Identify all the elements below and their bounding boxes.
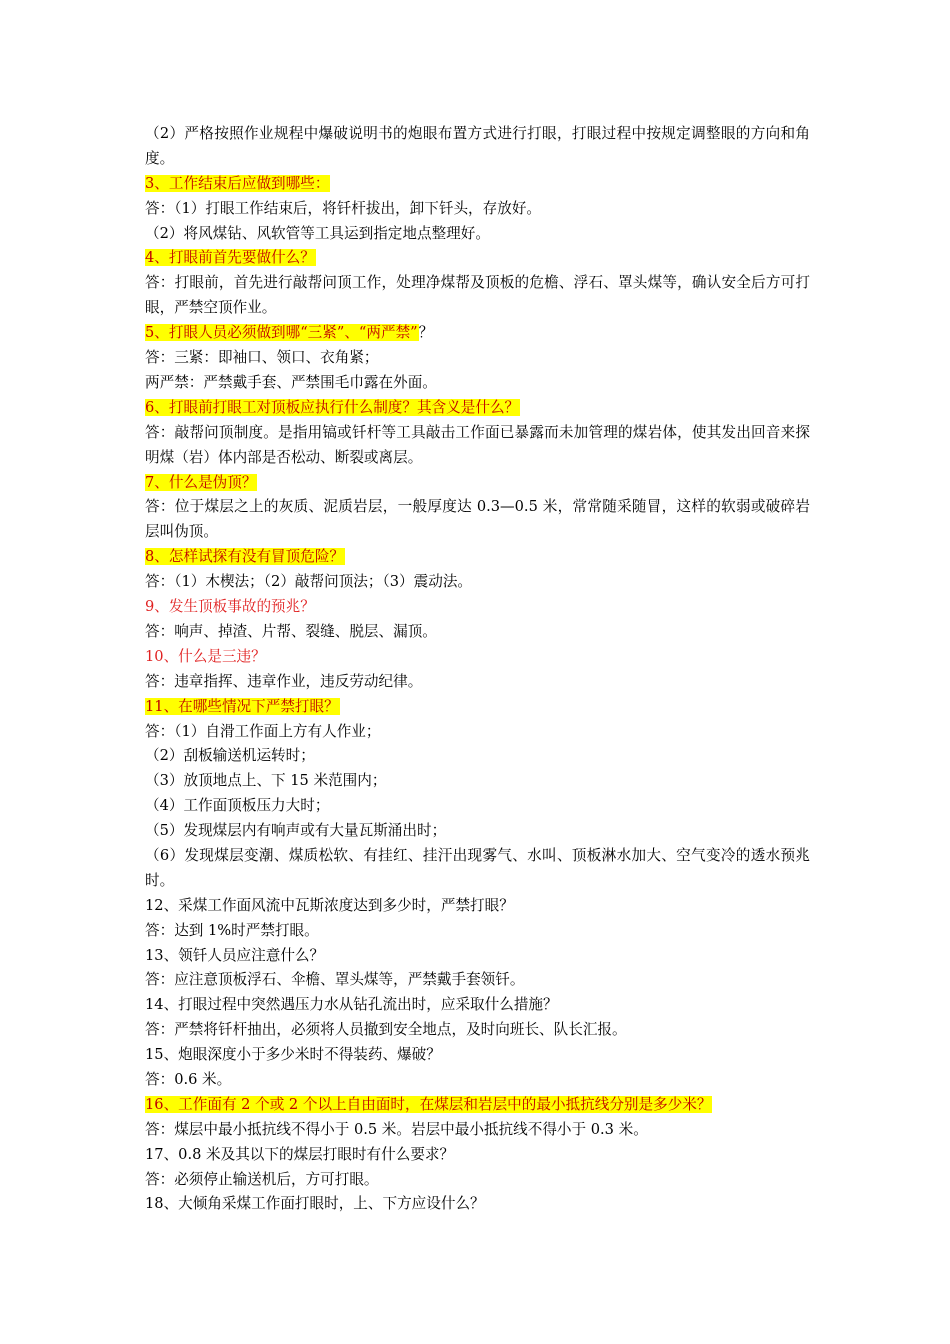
- text-line: [145, 1192, 810, 1217]
- line-text: 15、炮眼深度小于多少米时不得装药、爆破？: [145, 1046, 441, 1064]
- line-text: （2）将风煤钻、风软管等工具运到指定地点整理好。: [145, 224, 490, 242]
- text-line: [145, 197, 810, 222]
- highlighted-text: 8、怎样试探有没有冒顶危险？: [145, 548, 345, 566]
- text-line: [145, 1143, 810, 1168]
- text-line: [145, 1018, 810, 1043]
- highlighted-text: 11、在哪些情况下严禁打眼？: [145, 697, 339, 715]
- question-line: [145, 172, 810, 197]
- text-line: [145, 222, 810, 247]
- line-tail: ？: [418, 324, 434, 342]
- line-text: 10、什么是三违？: [145, 647, 266, 665]
- text-line: [145, 1168, 810, 1193]
- line-text: 答：煤层中最小抵抗线不得小于 0.5 米。岩层中最小抵抗线不得小于 0.3 米。: [145, 1120, 648, 1138]
- text-line: [145, 620, 810, 645]
- line-text: 答：（1）木楔法；（2）敲帮问顶法；（3）震动法。: [145, 573, 473, 591]
- highlighted-text: 4、打眼前首先要做什么？: [145, 249, 315, 267]
- question-line: [145, 645, 810, 670]
- line-text: （3）放顶地点上、下 15 米范围内；: [145, 772, 387, 790]
- text-line: [145, 495, 810, 545]
- line-text: 答：敲帮问顶制度。是指用镐或钎杆等工具敲击工作面已暴露而未加管理的煤岩体，使其发出回音来探明煤（岩）体内部是否松动、断裂或离层。: [145, 423, 810, 466]
- line-text: （5）发现煤层内有响声或有大量瓦斯涌出时；: [145, 822, 447, 840]
- line-text: 答：0.6 米。: [145, 1071, 232, 1088]
- text-line: [145, 794, 810, 819]
- text-line: [145, 271, 810, 321]
- document-body: [145, 122, 810, 1217]
- line-text: 两严禁：严禁戴手套、严禁围毛巾露在外面。: [145, 373, 437, 391]
- highlighted-text: 3、工作结束后应做到哪些：: [145, 174, 330, 192]
- line-text: 答：位于煤层之上的灰质、泥质岩层，一般厚度达 0.3—0.5 米，常常随采随冒，这样的软弱或破碎岩层叫伪顶。: [145, 498, 810, 541]
- text-line: [145, 1043, 810, 1068]
- line-text: 13、领钎人员应注意什么？: [145, 946, 325, 964]
- text-line: [145, 421, 810, 471]
- text-line: [145, 670, 810, 695]
- text-line: [145, 122, 810, 172]
- highlighted-text: 5、打眼人员必须做到哪“三紧”、“两严禁”: [145, 324, 418, 342]
- line-text: 9、发生顶板事故的预兆？: [145, 598, 315, 616]
- text-line: [145, 570, 810, 595]
- line-text: 答：应注意顶板浮石、伞檐、罩头煤等，严禁戴手套领钎。: [145, 971, 525, 989]
- line-text: 答：达到 1%时严禁打眼。: [145, 921, 319, 939]
- line-text: 答：（1）打眼工作结束后，将钎杆拔出，卸下钎头，存放好。: [145, 199, 542, 217]
- text-line: [145, 744, 810, 769]
- text-line: [145, 371, 810, 396]
- line-text: 答：严禁将钎杆抽出，必须将人员撤到安全地点，及时向班长、队长汇报。: [145, 1021, 627, 1039]
- highlighted-text: 16、工作面有 2 个或 2 个以上自由面时，在煤层和岩层中的最小抵抗线分别是多少米？: [145, 1095, 712, 1113]
- question-line: [145, 471, 810, 496]
- text-line: [145, 769, 810, 794]
- text-line: [145, 844, 810, 894]
- line-text: 17、0.8 米及其以下的煤层打眼时有什么要求？: [145, 1145, 455, 1163]
- line-text: 18、大倾角采煤工作面打眼时，上、下方应设什么？: [145, 1195, 485, 1213]
- text-line: [145, 1068, 810, 1093]
- text-line: [145, 1118, 810, 1143]
- line-text: 答：打眼前，首先进行敲帮问顶工作，处理净煤帮及顶板的危檐、浮石、罩头煤等，确认安全后方可打眼，严禁空顶作业。: [145, 274, 810, 317]
- line-text: （6）发现煤层变潮、煤质松软、有挂红、挂汗出现雾气、水叫、顶板淋水加大、空气变冷的透水预兆时。: [145, 846, 810, 889]
- line-text: 答：三紧：即袖口、领口、衣角紧；: [145, 349, 379, 367]
- text-lines: [145, 122, 810, 1217]
- line-text: 14、打眼过程中突然遇压力水从钻孔流出时，应采取什么措施？: [145, 996, 558, 1014]
- line-text: （2）刮板输送机运转时；: [145, 747, 315, 765]
- highlighted-text: 7、什么是伪顶？: [145, 473, 257, 491]
- text-line: [145, 968, 810, 993]
- line-text: 答：必须停止输送机后，方可打眼。: [145, 1170, 379, 1188]
- text-line: [145, 919, 810, 944]
- line-text: 答：（1）自滑工作面上方有人作业；: [145, 722, 381, 740]
- question-line: [145, 1093, 810, 1118]
- text-line: [145, 894, 810, 919]
- question-line: [145, 246, 810, 271]
- question-line: [145, 595, 810, 620]
- question-line: [145, 321, 810, 346]
- line-text: （4）工作面顶板压力大时；: [145, 797, 330, 815]
- text-line: [145, 944, 810, 969]
- question-line: [145, 695, 810, 720]
- line-text: 答：违章指挥、违章作业，违反劳动纪律。: [145, 672, 423, 690]
- question-line: [145, 396, 810, 421]
- line-text: 答：响声、掉渣、片帮、裂缝、脱层、漏顶。: [145, 622, 437, 640]
- line-text: （2）严格按照作业规程中爆破说明书的炮眼布置方式进行打眼，打眼过程中按规定调整眼的方向和角度。: [145, 125, 810, 167]
- text-line: [145, 720, 810, 745]
- line-text: 12、采煤工作面风流中瓦斯浓度达到多少时，严禁打眼？: [145, 896, 514, 914]
- text-line: [145, 993, 810, 1018]
- highlighted-text: 6、打眼前打眼工对顶板应执行什么制度？其含义是什么？: [145, 398, 520, 416]
- question-line: [145, 545, 810, 570]
- text-line: [145, 346, 810, 371]
- text-line: [145, 819, 810, 844]
